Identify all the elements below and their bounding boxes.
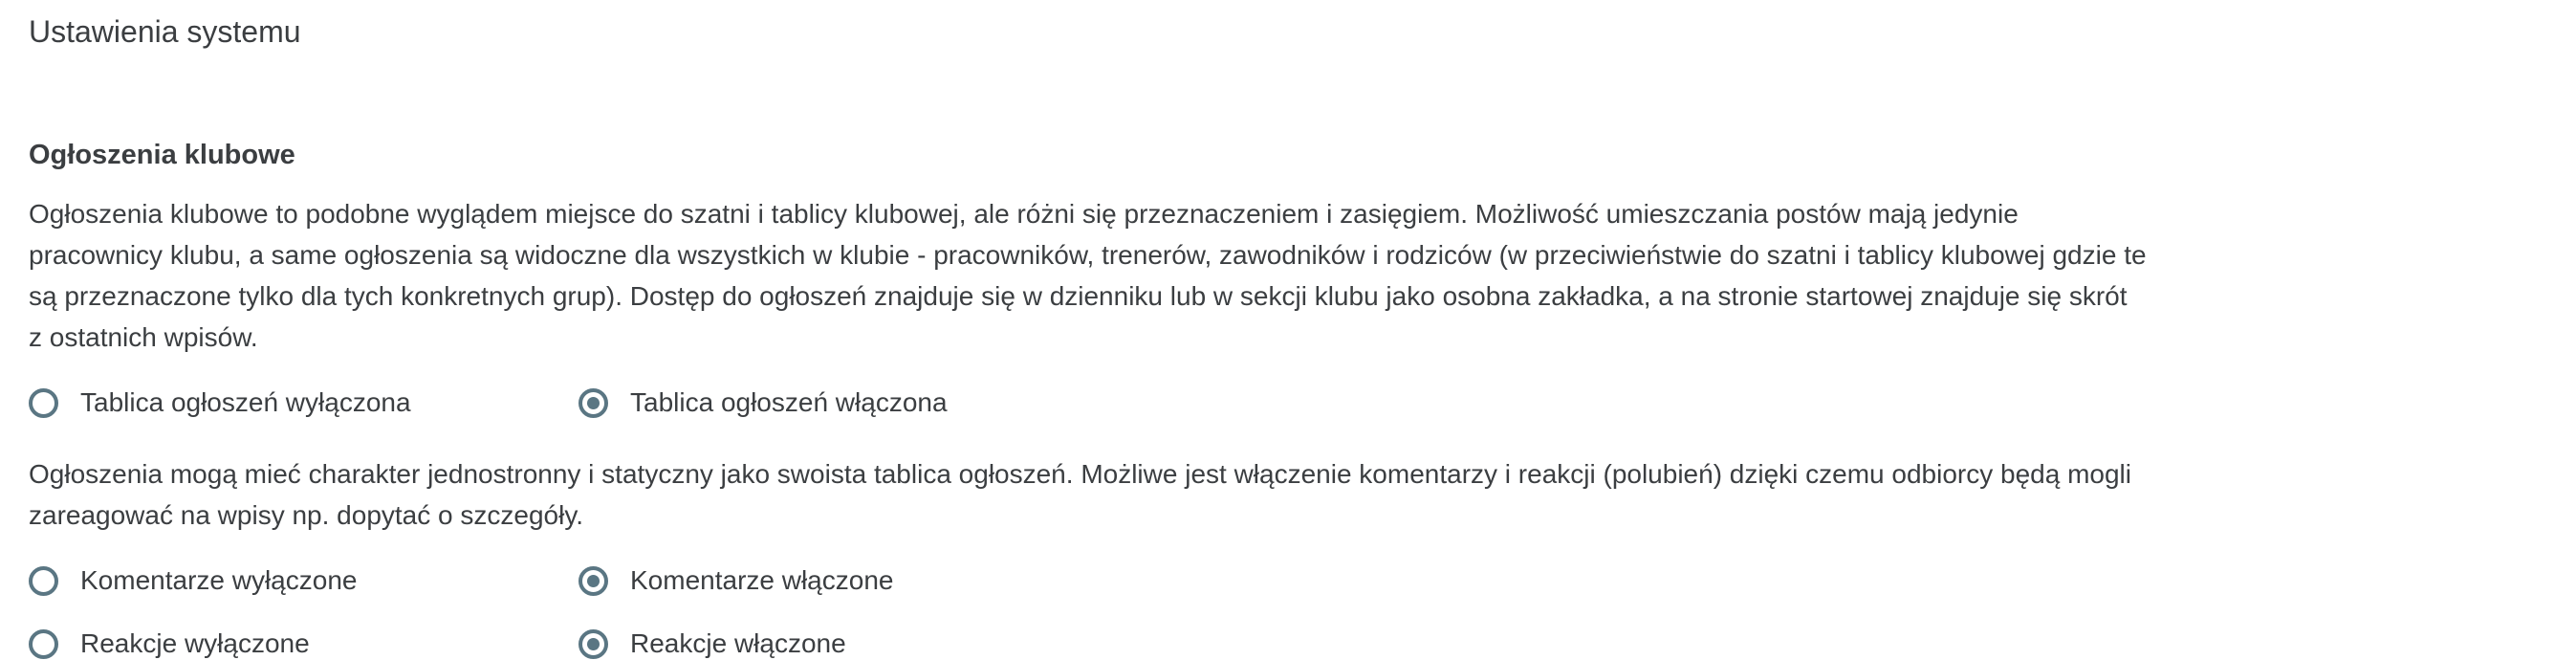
club-announcements-section: [29, 138, 2147, 660]
reactions-radio-group: [29, 627, 2147, 660]
radio-option-board-disabled[interactable]: [29, 386, 579, 419]
comments-radio-group: [29, 564, 2147, 597]
radio-option-reactions-enabled[interactable]: [579, 627, 846, 660]
radio-label-board-enabled: Tablica ogłoszeń włączona: [630, 387, 948, 417]
radio-on-icon[interactable]: [579, 388, 608, 418]
radio-option-comments-disabled[interactable]: [29, 564, 579, 597]
radio-off-icon[interactable]: [29, 566, 58, 596]
radio-label-comments-disabled: Komentarze wyłączone: [80, 565, 358, 595]
radio-label-comments-enabled: Komentarze włączone: [630, 565, 894, 595]
radio-off-icon[interactable]: [29, 629, 58, 659]
comments-reactions-description: Ogłoszenia mogą mieć charakter jednostronny i statyczny jako swoista tablica ogłoszeń. Możliwe jest włączenie komentarzy i reakcji (polubień) dzięki czemu odbiorcy będą mogli zareagować na wpisy np. dopytać o szczegóły.: [29, 459, 2131, 530]
radio-option-reactions-disabled[interactable]: [29, 627, 579, 660]
radio-off-icon[interactable]: [29, 388, 58, 418]
announcements-description: Ogłoszenia klubowe to podobne wyglądem miejsce do szatni i tablicy klubowej, ale różni się przeznaczeniem i zasięgiem. Możliwość umieszczania postów mają jedynie pracownicy klubu, a same ogłoszenia są widoczne dla wszystkich w klubie - pracowników, trenerów, zawodników i rodziców (w przeciwieństwie do szatni i tablicy klubowej gdzie te są przeznaczone tylko dla tych konkretnych grup). Dostęp do ogłoszeń znajduje się w dzienniku lub w sekcji klubu jako osobna zakładka, a na stronie startowej znajduje się skrót z ostatnich wpisów.: [29, 199, 2147, 352]
radio-label-reactions-enabled: Reakcje włączone: [630, 628, 846, 658]
radio-on-icon[interactable]: [579, 629, 608, 659]
radio-option-board-enabled[interactable]: [579, 386, 948, 419]
board-radio-group: [29, 386, 2147, 419]
radio-label-board-disabled: Tablica ogłoszeń wyłączona: [80, 387, 411, 417]
section-heading: Ogłoszenia klubowe: [29, 140, 295, 170]
page-title: Ustawienia systemu: [29, 14, 301, 49]
radio-label-reactions-disabled: Reakcje wyłączone: [80, 628, 310, 658]
radio-on-icon[interactable]: [579, 566, 608, 596]
radio-option-comments-enabled[interactable]: [579, 564, 893, 597]
